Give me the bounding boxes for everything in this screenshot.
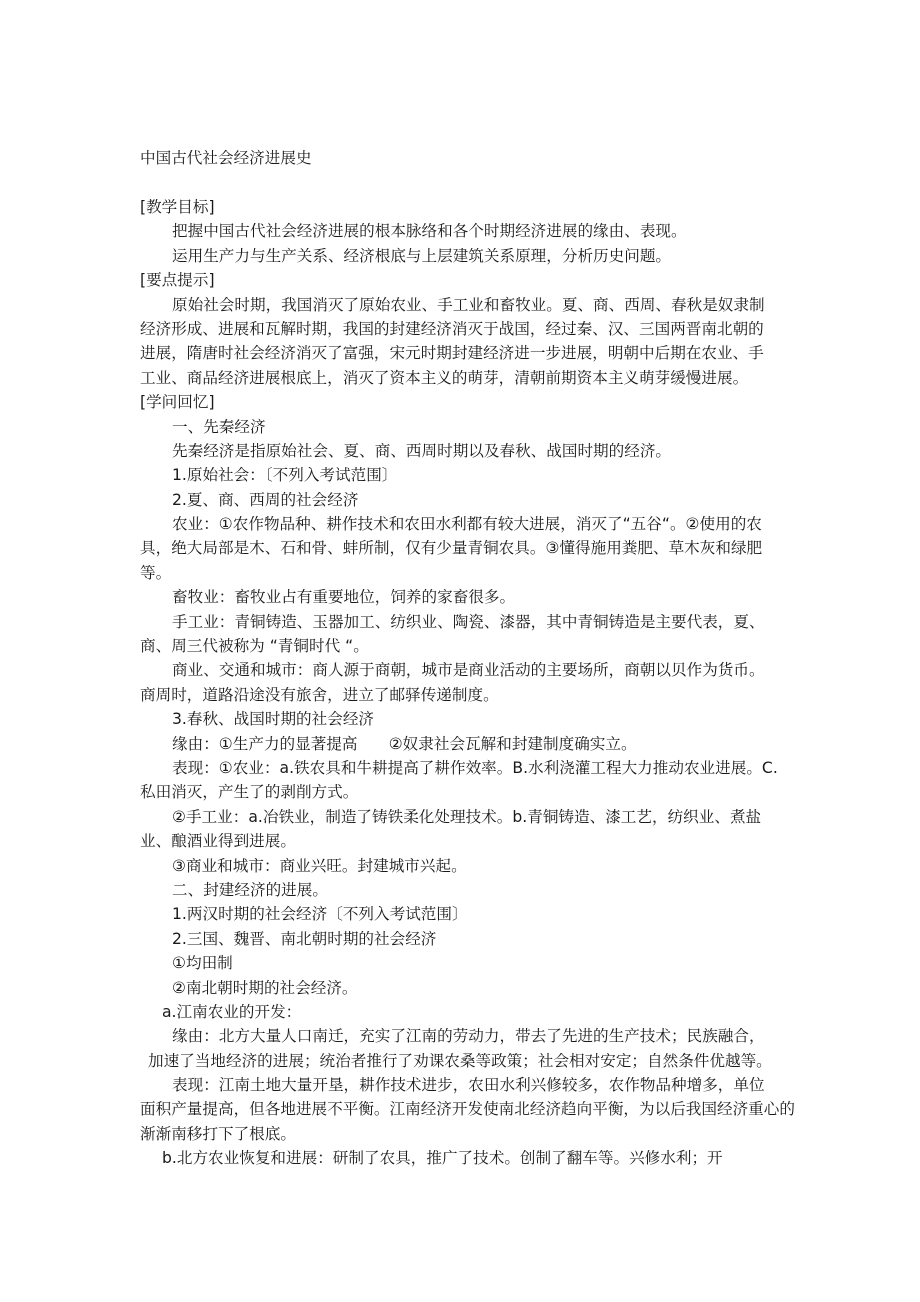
list-item: 2.三国、魏晋、南北朝时期的社会经济 [172,929,437,948]
paragraph-line: 先秦经济是指原始社会、夏、商、西周时期以及春秋、战国时期的经济。 [172,441,672,460]
list-item: b.北方农业恢复和进展：研制了农具，推广了技术。创制了翻车等。兴修水利；开 [162,1149,723,1168]
paragraph-line: 把握中国古代社会经济进展的根本脉络和各个时期经济进展的缘由、表现。 [172,222,687,241]
paragraph-line: 商、周三代被称为 “青铜时代 “。 [140,637,369,656]
paragraph-line: 加速了当地经济的进展；统治者推行了劝课农桑等政策；社会相对安定；自然条件优越等。 [148,1051,772,1070]
paragraph-line: 经济形成、进展和瓦解时期，我国的封建经济消灭于战国，经过秦、汉、三国两晋南北朝的 [140,319,764,338]
paragraph-line: 商周时，道路沿途没有旅舍，进立了邮驿传递制度。 [140,685,499,704]
paragraph-line: 手工业：青铜铸造、玉器加工、纺织业、陶瓷、漆器，其中青铜铸造是主要代表，夏、 [172,612,765,631]
list-item: 2.夏、商、西周的社会经济 [172,490,359,509]
paragraph-line: 工业、商品经济进展根底上，消灭了资本主义的萌芽，清朝前期资本主义萌芽缓慢进展。 [140,368,749,387]
paragraph-line: 表现：江南土地大量开垦，耕作技术进步，农田水利兴修较多，农作物品种增多，单位 [172,1076,765,1095]
paragraph-line: 表现：①农业：a.铁农具和牛耕提高了耕作效率。B.水利浇灌工程大力推动农业进展。C. [172,758,778,777]
list-item: 1.原始社会：〔不列入考试范围〕 [172,466,398,485]
paragraph-line: 具，绝大局部是木、石和骨、蚌所制，仅有少量青铜农具。③懂得施用粪肥、草木灰和绿肥 [140,539,763,558]
paragraph-line: 原始社会时期，我国消灭了原始农业、手工业和畜牧业。夏、商、西周、春秋是奴隶制 [172,295,765,314]
paragraph-line: 私田消灭，产生了的剥削方式。 [140,783,359,802]
subheading-feudal-economy: 二、封建经济的进展。 [172,880,328,899]
list-item: 1.两汉时期的社会经济〔不列入考试范围〕 [172,905,468,924]
subheading-pre-qin: 一、先秦经济 [172,417,266,436]
paragraph-line: 业、酿酒业得到进展。 [140,832,296,851]
paragraph-line: ②手工业：a.冶铁业，制造了铸铁柔化处理技术。b.青铜铸造、漆工艺，纺织业、煮盐 [172,807,762,826]
paragraph-line: 畜牧业：畜牧业占有重要地位，饲养的家畜很多。 [172,588,516,607]
paragraph-line: 面积产量提高，但各地进展不平衡。江南经济开发使南北经济趋向平衡，为以后我国经济重心的 [140,1100,795,1119]
paragraph-line: 农业：①农作物品种、耕作技术和农田水利都有较大进展，消灭了“五谷“。②使用的农 [172,515,762,534]
paragraph-line: 缘由：北方大量人口南迁，充实了江南的劳动力，带去了先进的生产技术；民族融合， [172,1027,765,1046]
paragraph-line: 运用生产力与生产关系、经济根底与上层建筑关系原理，分析历史问题。 [172,246,672,265]
list-item: ②南北朝时期的社会经济。 [172,978,358,997]
paragraph-line: 等。 [140,563,172,582]
document-body [140,195,795,1171]
paragraph-line: 渐渐南移打下了根底。 [140,1124,296,1143]
paragraph-line: 进展，隋唐时社会经济消灭了富强，宋元时期封建经济进一步进展，明朝中后期在农业、手 [140,344,764,363]
section-heading-knowledge-review: [学问回忆] [140,393,215,412]
section-heading-teaching-goals: [教学目标] [140,198,215,216]
list-item: 3.春秋、战国时期的社会经济 [172,710,375,729]
document-title: 中国古代社会经济进展史 [140,149,312,167]
list-item: a.江南农业的开发： [162,1002,302,1021]
paragraph-line: ③商业和城市：商业兴旺。封建城市兴起。 [172,856,467,875]
section-heading-key-points: [要点提示] [140,271,215,290]
list-item: ①均田制 [172,954,233,973]
paragraph-line: 缘由：①生产力的显著提高 ②奴隶社会瓦解和封建制度确实立。 [172,734,637,753]
paragraph-line: 商业、交通和城市：商人源于商朝，城市是商业活动的主要场所，商朝以贝作为货币。 [172,661,765,680]
